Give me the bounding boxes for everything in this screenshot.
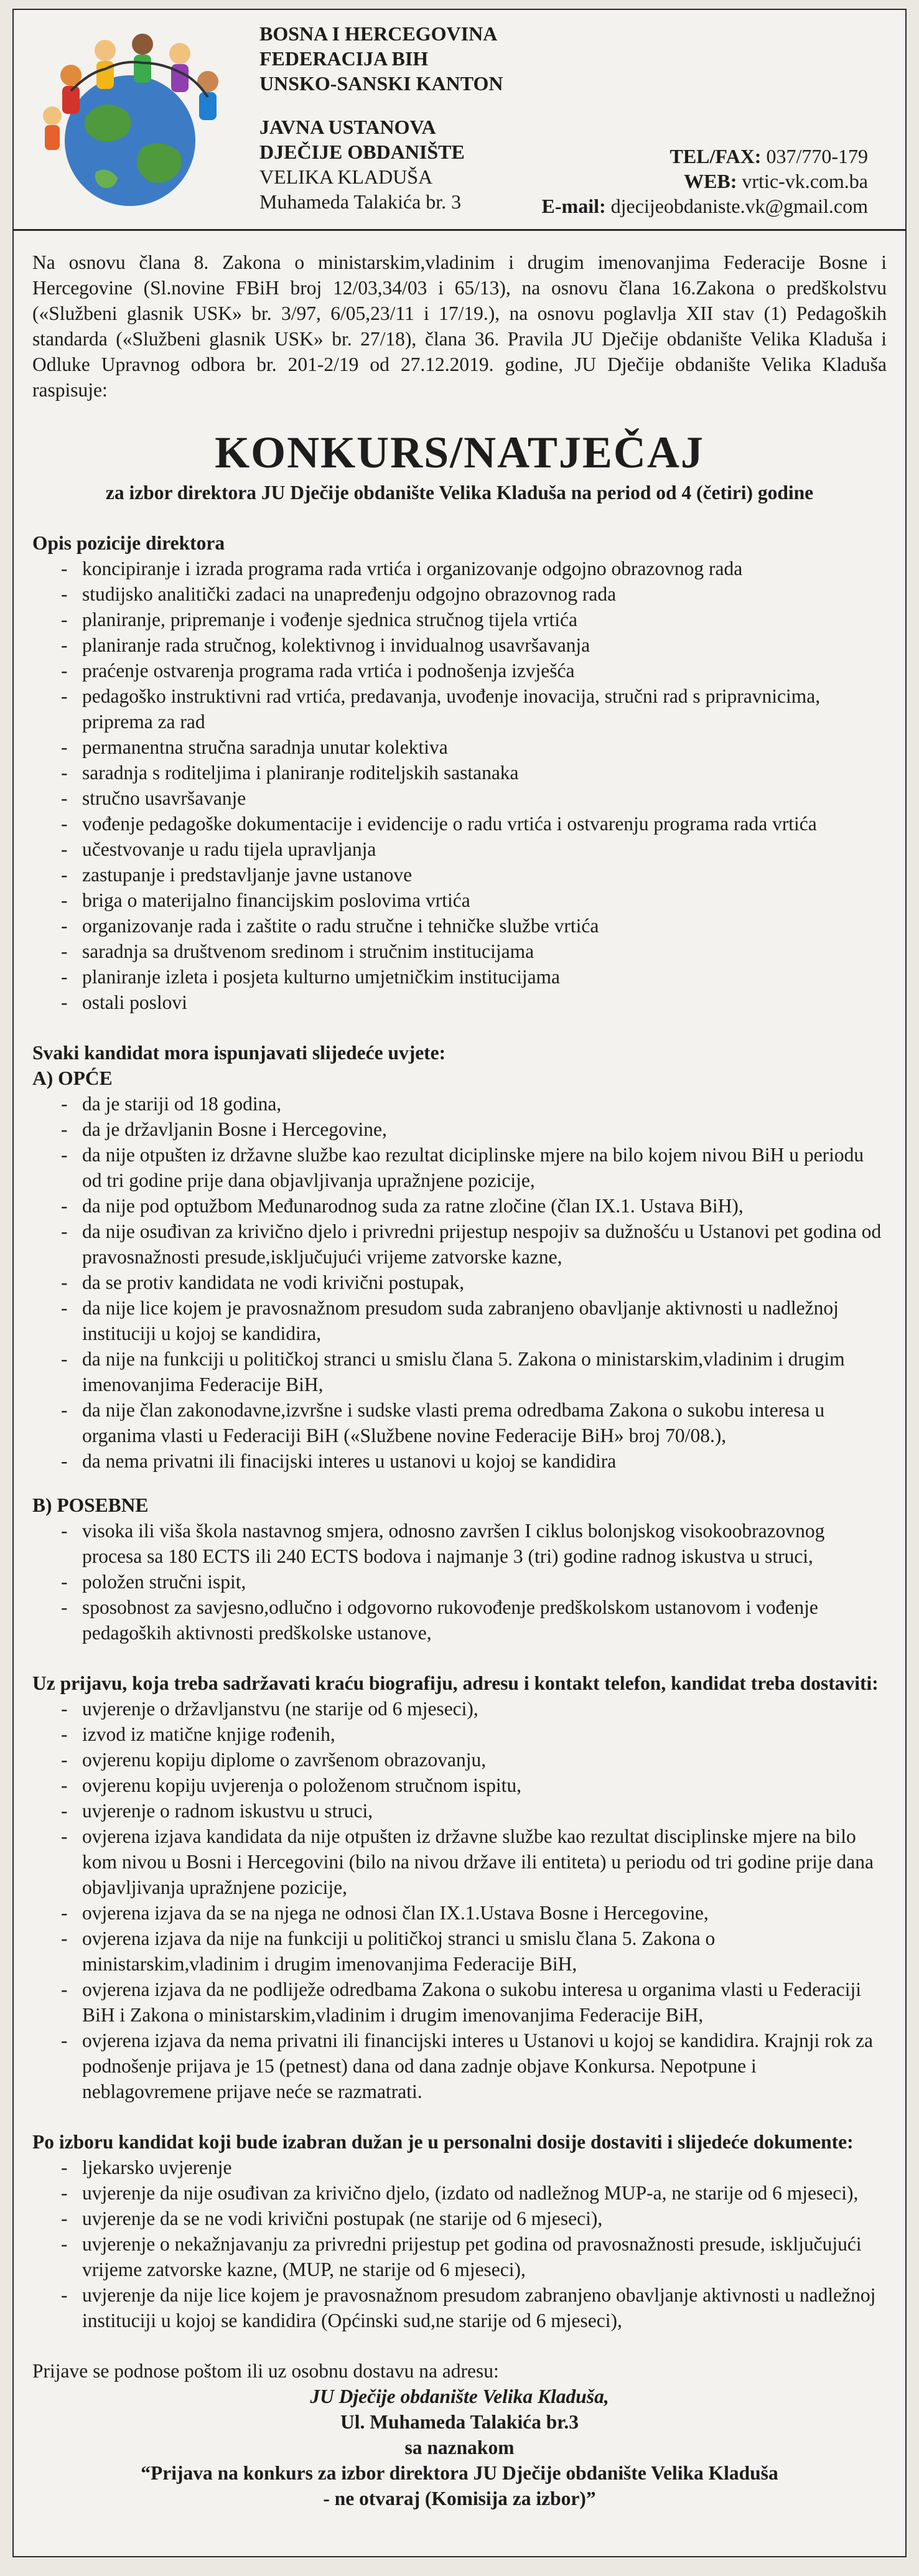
list-item: - uvjerenje o radnom iskustvu u struci, [52, 1798, 887, 1824]
list-item: - saradnja sa društvenom sredinom i stručnim institucijama [52, 939, 887, 964]
address-line: JU Dječije obdanište Velika Kladuša, [310, 2386, 609, 2407]
list-item: - da nije pod optužbom Međunarodnog suda za ratne zločine (član IX.1. Ustava BiH), [52, 1193, 887, 1219]
notice-body [32, 250, 887, 2511]
selected-candidate-list [32, 2155, 887, 2333]
list-item: - vođenje pedagoške dokumentacije i evidencije o radu vrtića i ostvarenju programa rada vrtića [52, 811, 887, 836]
address-line: sa naznakom [404, 2437, 515, 2458]
address-line: “Prijava na konkurs za izbor direktora JU Dječije obdanište Velika Kladuša [141, 2462, 778, 2484]
notice-title: KONKURS/NATJEČAJ [215, 428, 704, 477]
list-item: - praćenje ostvarenja programa rada vrtića i podnošenja izvješća [52, 658, 887, 683]
general-conditions-list [32, 1091, 887, 1474]
web-value: vrtic-vk.com.ba [742, 170, 868, 192]
list-item: - učestvovanje u radu tijela upravljanja [52, 836, 887, 862]
institution-name: DJEČIJE OBDANIŠTE [259, 141, 465, 163]
list-item: - ljekarsko uvjerenje [52, 2155, 887, 2180]
selected-candidate-heading: Po izboru kandidat koji bude izabran dužan je u personalni dosije dostaviti i slijedeće dokumente: [32, 2131, 854, 2153]
list-item: - da je državljanin Bosne i Hercegovine, [52, 1117, 887, 1142]
address-line: Ul. Muhameda Talakića br.3 [340, 2411, 579, 2433]
contact-block [542, 144, 868, 218]
list-item: - da nije na funkciji u političkoj stranci u smislu člana 5. Zakona o ministarskim,vladinim i drugim imenovanjima Federacije BiH, [52, 1346, 887, 1397]
children-around-globe-logo-icon [27, 16, 233, 222]
federation-name: FEDERACIJA BIH [259, 47, 429, 70]
list-item: - pedagoško instruktivni rad vrtića, predavanja, uvođenje inovacija, stručni rad s pripravnicima, priprema za rad [52, 683, 887, 734]
institution-type: JAVNA USTANOVA [259, 116, 436, 138]
list-item: - ovjerena izjava da se na njega ne odnosi član IX.1.Ustava Bosne i Hercegovine, [52, 1900, 887, 1926]
letterhead [14, 10, 905, 237]
general-conditions-heading: A) OPĆE [32, 1067, 113, 1089]
list-item: - studijsko analitički zadaci na unapređenju odgojno obrazovnog rada [52, 581, 887, 607]
special-conditions-list [32, 1518, 887, 1646]
list-item: - uvjerenje o državljanstvu (ne starije od 6 mjeseci), [52, 1696, 887, 1721]
list-item: - planiranje rada stručnog, kolektivnog i invidualnog usavršavanja [52, 632, 887, 658]
position-list [32, 556, 887, 1015]
list-item: - uvjerenje o nekažnjavanju za privredni prijestup pet godina od pravosnažnosti presude, isključujući vrijeme zatvorske kazne, (MUP, ne starije od 6 mjeseci), [52, 2231, 887, 2282]
list-item: - ostali poslovi [52, 990, 887, 1015]
email-label: E-mail: [541, 195, 606, 217]
tel-label: TEL/FAX: [669, 145, 762, 167]
list-item: - organizovanje rada i zaštite o radu stručne i tehničke službe vrtića [52, 913, 887, 939]
address-line: - ne otvaraj (Komisija za izbor)” [323, 2488, 596, 2509]
list-item: - uvjerenje da se ne vodi krivični postupak (ne starije od 6 mjeseci), [52, 2206, 887, 2231]
list-item: - položen stručni ispit, [52, 1569, 887, 1595]
list-item: - da je stariji od 18 godina, [52, 1091, 887, 1117]
email-value: djecijeobdaniste.vk@gmail.com [610, 195, 868, 217]
list-item: - izvod iz matične knjige rođenih, [52, 1721, 887, 1747]
list-item: - stručno usavršavanje [52, 785, 887, 811]
canton-name: UNSKO-SANSKI KANTON [259, 72, 503, 95]
list-item: - zastupanje i predstavljanje javne ustanove [52, 862, 887, 888]
list-item: - da nije lice kojem je pravosnažnom presudom suda zabranjeno obavljanje aktivnosti u nadležnoj instituciji u kojoj se kandidira, [52, 1295, 887, 1346]
list-item: - permanentna stručna saradnja unutar kolektiva [52, 734, 887, 760]
list-item: - planiranje, pripremanje i vođenje sjednica stručnog tijela vrtića [52, 607, 887, 632]
list-item: - ovjerena izjava kandidata da nije otpušten iz državne službe kao rezultat disciplinske mjere na bilo kom nivou u Bosni i Hercegovini (bilo na nivou države ili entiteta) u periodu od tri godine prije dana objavljivanja upražnjene pozicije, [52, 1824, 887, 1900]
submission-intro: Prijave se podnose poštom ili uz osobnu dostavu na adresu: [32, 2360, 499, 2382]
list-item: - visoka ili viša škola nastavnog smjera, odnosno završen I ciklus bolonjskog visokoobrazovnog procesa sa 180 ECTS ili 240 ECTS bodova i najmanje 3 (tri) godine radnog iskustva u struci, [52, 1518, 887, 1569]
institution-city: VELIKA KLADUŠA [259, 166, 433, 188]
notice-page [12, 9, 907, 2557]
special-conditions-heading: B) POSEBNE [32, 1494, 149, 1516]
intro-paragraph: Na osnovu člana 8. Zakona o ministarskim,vladinim i drugim imenovanjima Federacije Bosne i Hercegovine (Sl.novine FBiH broj 12/03,34/03 i 65/13), na osnovu člana 16.Zakona o predškolstvu («Službeni glasnik USK» br. 3/97, 6/05,23/11 i 17/19.), na osnovu poglavlja XII stav (1) Pedagoških standarda («Službeni glasnik USK» br. 27/18), člana 36. Pravila JU Dječije obdanište Velika Kladuša i Odluke Upravnog odbora br. 201-2/19 od 27.12.2019. godine, JU Dječije obdanište Velika Kladuša raspisuje: [32, 251, 887, 401]
submission-address [32, 2384, 887, 2511]
list-item: - da nije osuđivan za krivično djelo i privredni prijestup nespojiv sa dužnošću u Ustanovi pet godina od pravosnažnosti presude,isključujući vrijeme zatvorske kazne, [52, 1219, 887, 1270]
list-item: - koncipiranje i izrada programa rada vrtića i organizovanje odgojno obrazovnog rada [52, 556, 887, 581]
list-item: - da nije otpušten iz državne službe kao rezultat diciplinske mjere na bilo kojem nivou BiH u periodu od tri godine prije dana objavljivanja upražnjene pozicije, [52, 1142, 887, 1193]
list-item: - ovjerena izjava da ne podliježe odredbama Zakona o sukobu interesa u organima vlasti u Federaciji BiH i Zakona o ministarskim,vladinim i drugim imenovanjima Federacije BiH, [52, 1977, 887, 2028]
country-name: BOSNA I HERCEGOVINA [259, 22, 498, 45]
web-label: WEB: [684, 170, 737, 192]
institution-block [259, 21, 583, 214]
list-item: - planiranje izleta i posjeta kulturno umjetničkim institucijama [52, 964, 887, 990]
list-item: - da se protiv kandidata ne vodi krivični postupak, [52, 1270, 887, 1295]
list-item: - uvjerenje da nije osuđivan za krivično djelo, (izdato od nadležnog MUP-a, ne starije od 6 mjeseci), [52, 2180, 887, 2206]
header-divider [14, 229, 905, 231]
list-item: - da nema privatni ili finacijski interes u ustanovi u kojoj se kandidira [52, 1448, 887, 1474]
conditions-heading: Svaki kandidat mora ispunjavati slijedeće uvjete: [32, 1042, 446, 1064]
documents-list [32, 1696, 887, 2104]
list-item: - saradnja s roditeljima i planiranje roditeljskih sastanaka [52, 760, 887, 785]
tel-value: 037/770-179 [766, 145, 868, 167]
list-item: - ovjerena izjava da nije na funkciji u političkoj stranci u smislu člana 5. Zakona o ministarskim,vladinim i drugim imenovanjima Federacije BiH, [52, 1926, 887, 1977]
list-item: - ovjerenu kopiju uvjerenja o položenom stručnom ispitu, [52, 1773, 887, 1798]
list-item: - ovjerena izjava da nema privatni ili financijski interes u Ustanovi u kojoj se kandidira. Krajnji rok za podnošenje prijava je 15 (petnest) dana od dana zadnje objave Konkursa. Nepotpune i neblagovremene prijave neće se razmatrati. [52, 2028, 887, 2104]
list-item: - da nije član zakonodavne,izvršne i sudske vlasti prema odredbama Zakona o sukobu interesa u organima vlasti u Federaciji BiH («Službene novine Federacije BiH» broj 70/08.), [52, 1397, 887, 1448]
list-item: - ovjerenu kopiju diplome o završenom obrazovanju, [52, 1747, 887, 1773]
notice-subtitle: za izbor direktora JU Dječije obdanište Velika Kladuša na period od 4 (četiri) godine [105, 482, 814, 503]
list-item: - sposobnost za savjesno,odlučno i odgovorno rukovođenje predškolskom ustanovom i vođenje pedagoških aktivnosti predškolske ustanove, [52, 1595, 887, 1646]
documents-heading: Uz prijavu, koja treba sadržavati kraću biografiju, adresu i kontakt telefon, kandidat treba dostaviti: [32, 1672, 879, 1694]
position-heading: Opis pozicije direktora [32, 532, 225, 554]
institution-street: Muhameda Talakića br. 3 [259, 190, 462, 213]
list-item: - briga o materijalno financijskim poslovima vrtića [52, 888, 887, 913]
list-item: - uvjerenje da nije lice kojem je pravosnažnom presudom zabranjeno obavljanje aktivnosti u nadležnoj instituciji u kojoj se kandidira (Općinski sud,ne starije od 6 mjeseci), [52, 2282, 887, 2333]
